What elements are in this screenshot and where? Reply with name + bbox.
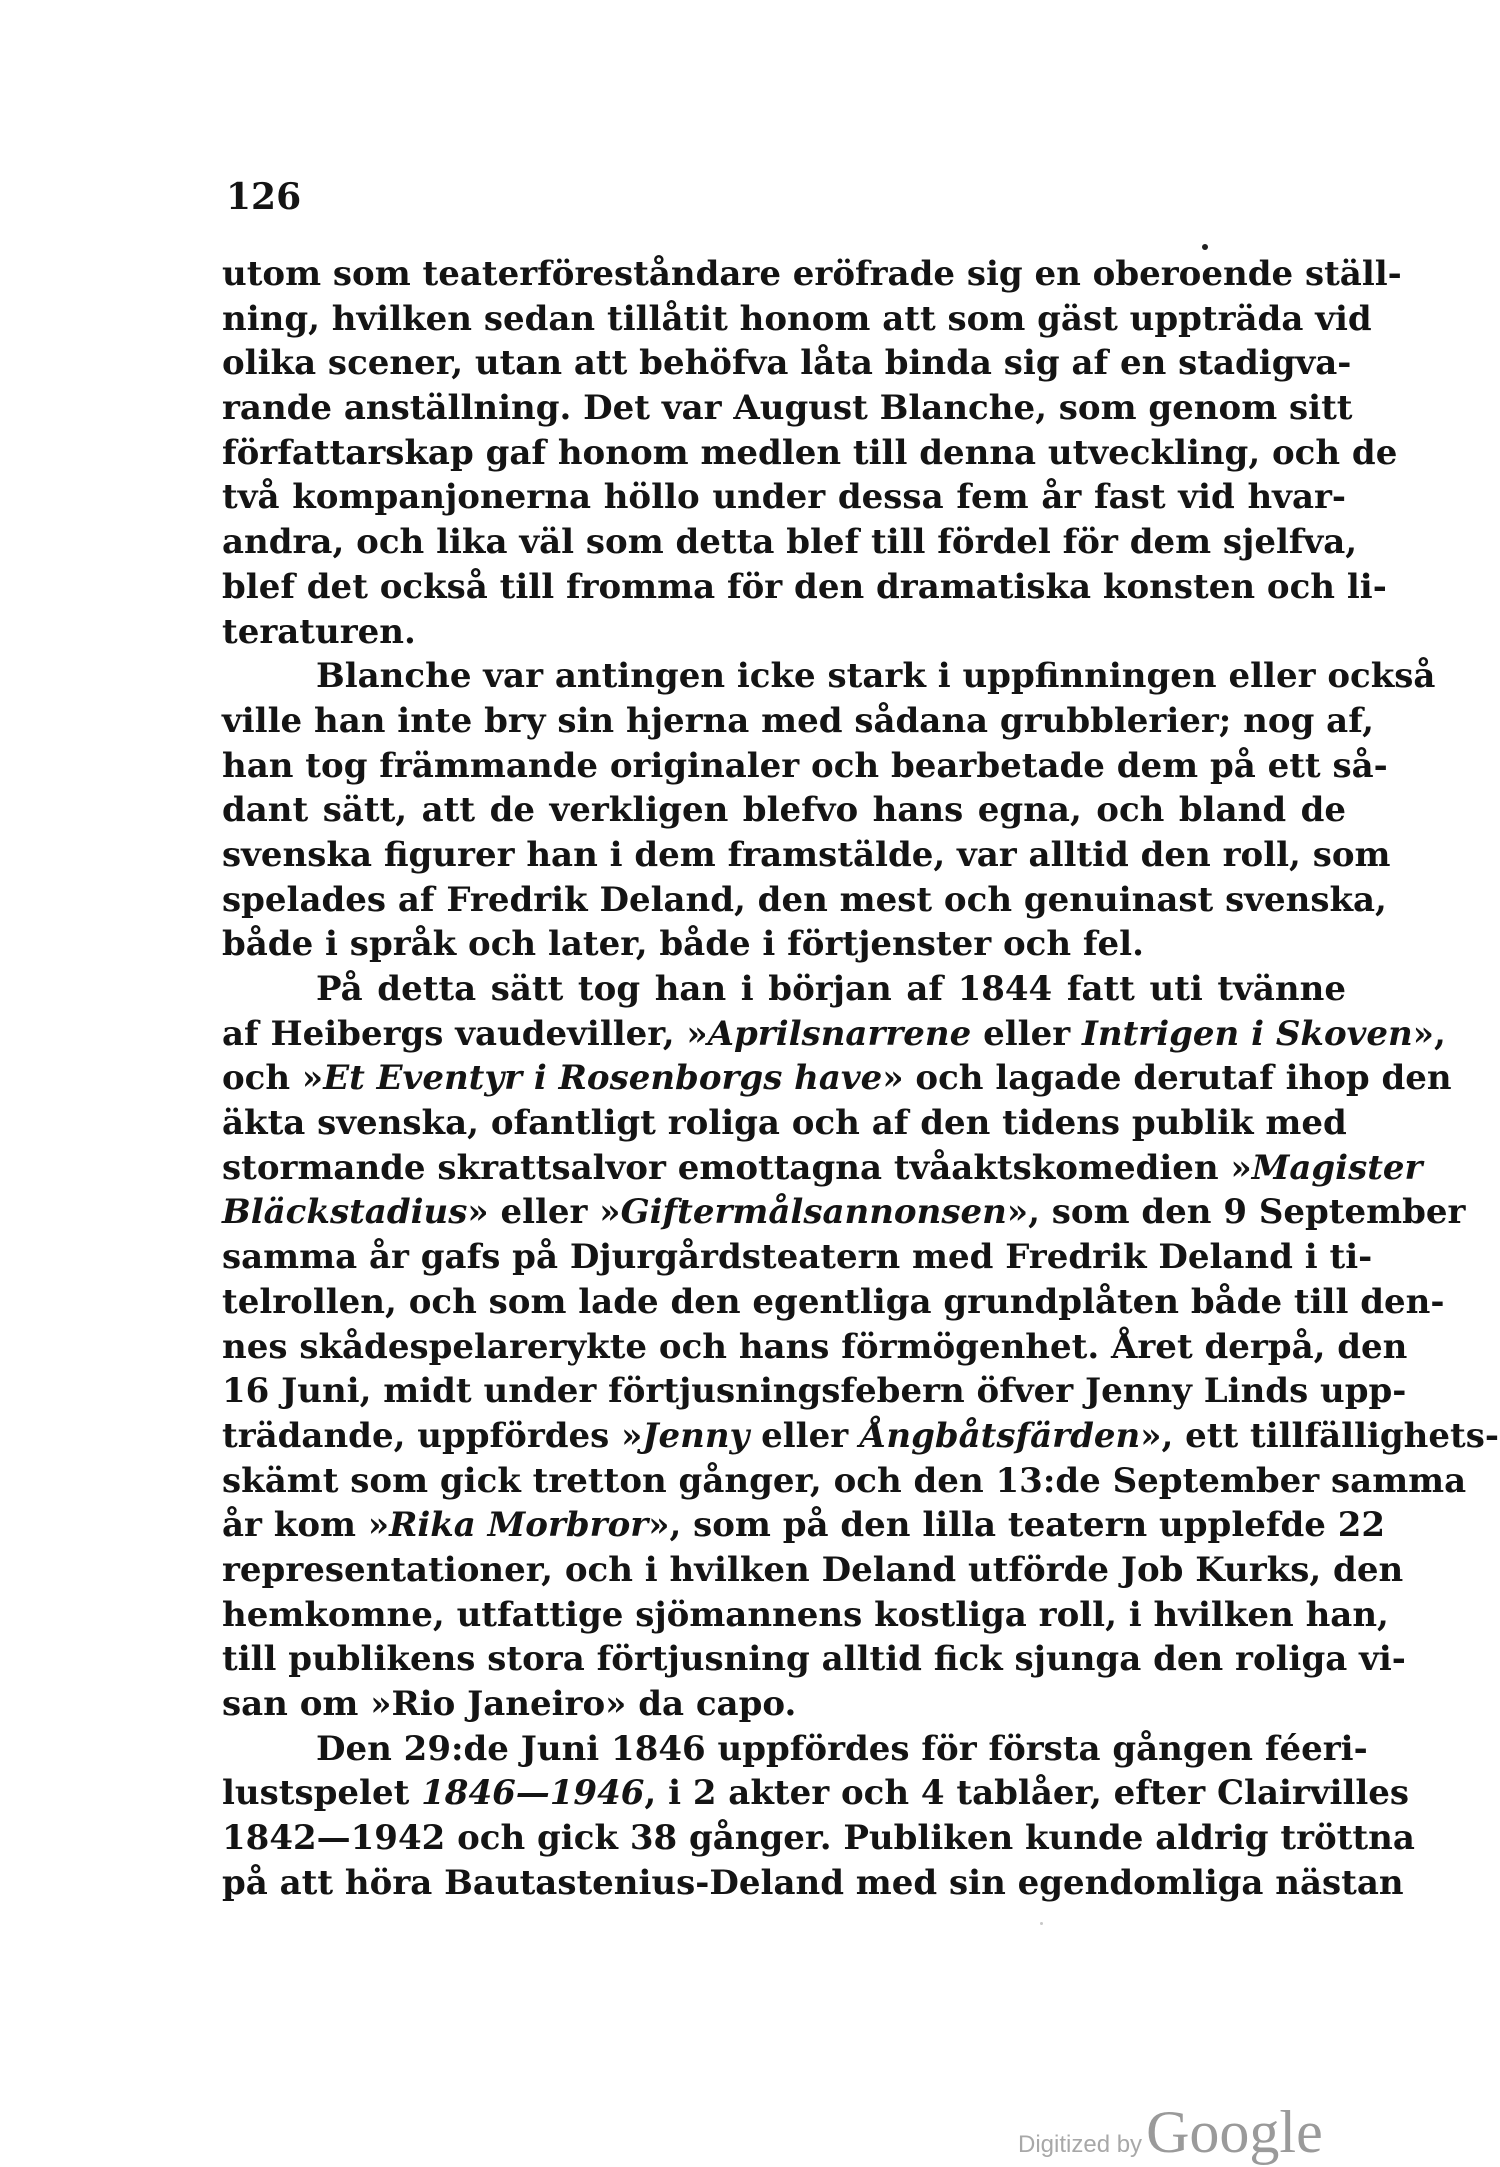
- text-line: På detta sätt tog han i början af 1844 fatt uti tvänne: [316, 969, 1346, 1009]
- text-line: han tog främmande originaler och bearbetade dem på ett så-: [222, 745, 1388, 786]
- text-line: Blanche var antingen icke stark i uppfinningen eller också: [316, 656, 1436, 697]
- text-line: nes skådespelarerykte och hans förmögenhet. Året derpå, den: [222, 1326, 1408, 1367]
- text-line: representationer, och i hvilken Deland utförde Job Kurks, den: [222, 1549, 1404, 1590]
- text-line: samma år gafs på Djurgårdsteatern med Fredrik Deland i ti-: [222, 1237, 1373, 1278]
- text-line: Den 29:de Juni 1846 uppfördes för första gången féeri-: [316, 1728, 1368, 1769]
- text-line: dant sätt, att de verkligen blefvo hans egna, och bland de: [222, 790, 1346, 831]
- text-line: olika scener, utan att behöfva låta binda sig af en stadigva-: [222, 343, 1352, 384]
- text-line: äkta svenska, ofantligt roliga och af den tidens publik med: [222, 1103, 1347, 1144]
- print-speck: [1040, 1922, 1043, 1925]
- print-speck: [1202, 244, 1208, 250]
- text-line: skämt som gick tretton gånger, och den 13:de September samma: [222, 1460, 1467, 1501]
- text-line: 16 Juni, midt under förtjusningsfebern öfver Jenny Linds upp-: [222, 1371, 1407, 1412]
- page-number: 126: [226, 176, 302, 218]
- digitized-watermark: [1018, 2098, 1323, 2167]
- text-line: stormande skrattsalvor emottagna tvåaktskomedien »Magister: [222, 1147, 1423, 1188]
- google-logo: Google: [1146, 2099, 1323, 2165]
- text-line: teraturen.: [222, 611, 416, 652]
- text-line: telrollen, och som lade den egentliga grundplåten både till den-: [222, 1281, 1445, 1322]
- text-line: två kompanjonerna höllo under dessa fem år fast vid hvar-: [222, 477, 1346, 518]
- text-line: hemkomne, utfattige sjömannens kostliga roll, i hvilken han,: [222, 1594, 1389, 1635]
- digitized-label: Digitized by: [1018, 2131, 1143, 2158]
- text-line: 1842—1942 och gick 38 gånger. Publiken kunde aldrig tröttna: [222, 1818, 1415, 1859]
- text-line: Bläckstadius» eller »Giftermålsannonsen», som den 9 September: [222, 1192, 1466, 1233]
- text-line: år kom »Rika Morbror», som på den lilla teatern upplefde 22: [222, 1505, 1386, 1546]
- text-line: af Heibergs vaudeviller, »Aprilsnarrene eller Intrigen i Skoven»,: [222, 1013, 1446, 1054]
- text-line: rande anställning. Det var August Blanche, som genom sitt: [222, 388, 1353, 429]
- text-line: och »Et Eventyr i Rosenborgs have» och lagade derutaf ihop den: [222, 1058, 1452, 1099]
- text-line: ning, hvilken sedan tillåtit honom att som gäst uppträda vid: [222, 298, 1372, 339]
- text-line: utom som teaterföreståndare eröfrade sig en oberoende ställ-: [222, 254, 1402, 294]
- text-line: blef det också till fromma för den dramatiska konsten och li-: [222, 566, 1387, 607]
- text-line: svenska figurer han i dem framstälde, var alltid den roll, som: [222, 834, 1391, 875]
- text-line: till publikens stora förtjusning alltid fick sjunga den roliga vi-: [222, 1639, 1406, 1680]
- body-text: [222, 252, 1499, 1905]
- text-line: trädande, uppfördes »Jenny eller Ångbåtsfärden», ett tillfällighets-: [222, 1415, 1499, 1456]
- text-line: både i språk och later, både i förtjenster och fel.: [222, 924, 1144, 965]
- text-line: ville han inte bry sin hjerna med sådana grubblerier; nog af,: [222, 700, 1374, 741]
- text-line: andra, och lika väl som detta blef till fördel för dem sjelfva,: [222, 522, 1358, 563]
- text-line: författarskap gaf honom medlen till denna utveckling, och de: [222, 432, 1398, 473]
- text-line: san om »Rio Janeiro» da capo.: [222, 1684, 797, 1724]
- text-line: lustspelet 1846—1946, i 2 akter och 4 tablåer, efter Clairvilles: [222, 1773, 1410, 1814]
- text-line: spelades af Fredrik Deland, den mest och genuinast svenska,: [222, 879, 1387, 920]
- text-line: på att höra Bautastenius-Deland med sin egendomliga nästan: [222, 1862, 1404, 1903]
